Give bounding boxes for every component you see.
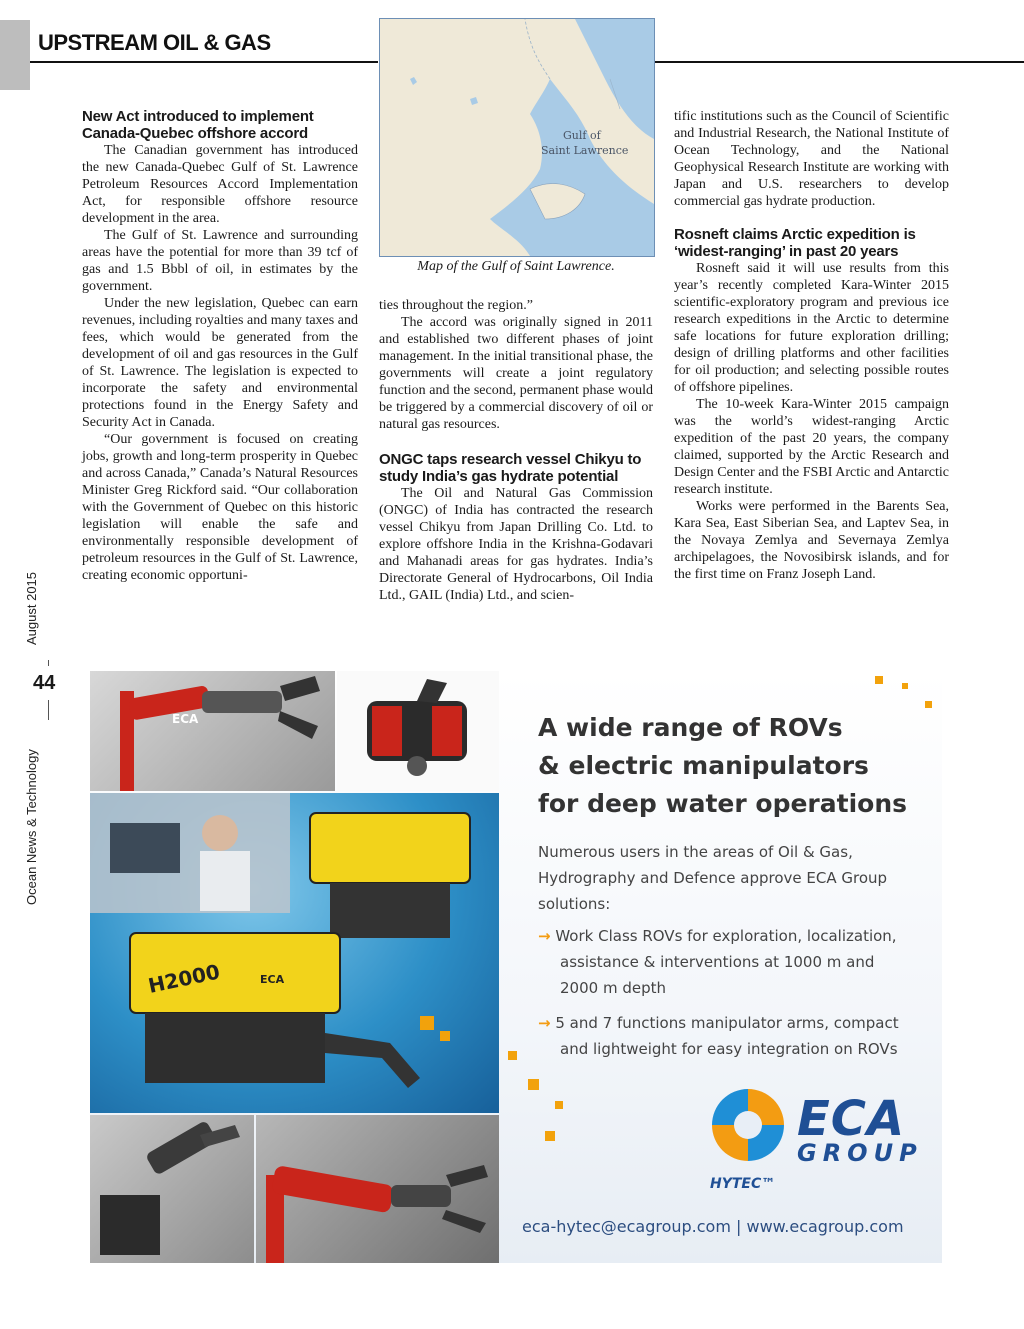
eca-logo-text: ECA bbox=[797, 1091, 906, 1147]
orange-manipulator-arm-image bbox=[256, 1115, 499, 1263]
article3-paragraph: Rosneft said it will use results from this year’s recently completed Kara-Winter 2015 scientific-exploratory program and previous ice research expeditions in the Arctic to determine safe locations for future exploration drilling; design of drilling platforms and other facilities for oil production; and selecting possible routes of offshore pipelines. bbox=[674, 261, 949, 395]
decorative-cube bbox=[528, 1079, 539, 1090]
eca-advertisement bbox=[90, 671, 942, 1263]
section-header: UPSTREAM OIL & GAS bbox=[38, 30, 271, 55]
article1-continuation: ties throughout the region.” bbox=[379, 298, 533, 313]
eca-logo-icon bbox=[708, 1085, 788, 1165]
ad-photo-grey-arm bbox=[90, 1115, 254, 1263]
decorative-cube bbox=[555, 1101, 563, 1109]
ad-photo-main-rov bbox=[90, 793, 499, 1113]
ad-photo-orange-arm bbox=[256, 1115, 499, 1263]
article1-paragraph: Under the new legislation, Quebec can earn revenues, including royalties and many taxes and fees, which would be generated from the development of oil and gas resources in the Gulf of St. Lawrence. The legislation is expected to incorporate the safety and environmental protections found in the Energy Safety and Security Act in Canada. bbox=[82, 296, 358, 430]
sidebar-divider-bottom bbox=[48, 700, 49, 720]
article3-paragraph: The 10-week Kara-Winter 2015 campaign was the world’s widest-ranging Arctic expedition of the past 20 years, the company claimed, supported by the Arctic Research and Design Center and the FSBI Arctic and Antarctic research institute. bbox=[674, 397, 949, 497]
decorative-cube bbox=[440, 1031, 450, 1041]
sidebar-publication: Ocean News & Technology bbox=[24, 749, 39, 905]
ad-contact-footer[interactable]: eca-hytec@ecagroup.com | www.ecagroup.com bbox=[522, 1217, 904, 1236]
map-label-2: Saint Lawrence bbox=[541, 144, 629, 157]
ad-headline: A wide range of ROVs & electric manipulators for deep water operations bbox=[538, 713, 907, 818]
decorative-cube bbox=[508, 1051, 517, 1060]
ad-intro: Numerous users in the areas of Oil & Gas, Hydrography and Defence approve ECA Group solutions: bbox=[538, 843, 888, 913]
hytec-logo-text: HYTEC™ bbox=[710, 1176, 776, 1192]
article3-headline: Rosneft claims Arctic expedition is ‘widest-ranging’ in past 20 years bbox=[674, 226, 916, 260]
ad-bullet-2: → 5 and 7 functions manipulator arms, compact and lightweight for easy integration on ROVs bbox=[538, 1014, 899, 1058]
ad-photo-black-rov bbox=[337, 671, 499, 791]
ad-badge-text: ECA bbox=[172, 712, 199, 726]
article2-continuation: tific institutions such as the Council of Scientific and Industrial Research, the National Institute of Ocean Technology, and the National Geophysical Research Institute are working with Japan and U.S. researchers to develop commercial gas hydrate production. bbox=[674, 109, 949, 209]
map-caption: Map of the Gulf of Saint Lawrence. bbox=[417, 259, 615, 274]
article2-headline: ONGC taps research vessel Chikyu to study India’s gas hydrate potential bbox=[379, 451, 642, 485]
arrow-icon: → bbox=[538, 927, 551, 945]
map-illustration bbox=[380, 19, 654, 256]
header-rule-right bbox=[654, 61, 1024, 63]
red-manipulator-arm-image bbox=[90, 671, 335, 791]
column-2 bbox=[379, 297, 653, 604]
gulf-map bbox=[379, 18, 655, 257]
work-class-rov-image bbox=[90, 793, 499, 1113]
compact-rov-image bbox=[337, 671, 499, 791]
article2-paragraph: The Oil and Natural Gas Commission (ONGC) of India has contracted the research vessel Chikyu from Japan Drilling Co. Ltd. to explore offshore India in the Krishna-Godavari and Mahanadi areas for gas hydrates. India’s Directorate General of Hydrocarbons, Oil India Ltd., GAIL (India) Ltd., and scien- bbox=[379, 486, 653, 603]
article1-headline: New Act introduced to implement Canada-Quebec offshore accord bbox=[82, 108, 314, 142]
column-1 bbox=[82, 108, 358, 584]
section-tab bbox=[0, 20, 30, 90]
page-number: 44 bbox=[33, 672, 56, 694]
article3-paragraph: Works were performed in the Barents Sea, Kara Sea, East Siberian Sea, and Laptev Sea, in the Novaya Zemlya and Severnaya Zemlya archipelagoes, the Novosibirsk islands, and for the first time on Franz Joseph Land. bbox=[674, 499, 949, 582]
column-3 bbox=[674, 108, 949, 583]
map-label-1: Gulf of bbox=[563, 129, 601, 142]
ad-photo-red-arm bbox=[90, 671, 335, 791]
sidebar-date: August 2015 bbox=[24, 571, 39, 645]
article1-paragraph: The Canadian government has introduced the new Canada-Quebec Gulf of St. Lawrence Petroleum Resources Accord Implementation Act, for responsible offshore resource development in the area. bbox=[82, 143, 358, 226]
rov-badge-label: ECA bbox=[260, 973, 285, 986]
sidebar-divider-top bbox=[48, 660, 49, 666]
article1-continuation: The accord was originally signed in 2011 and established two different phases of joint management. In the initial transitional phase, the governments will create a joint regulatory function and the second, permanent phase would be triggered by a commercial discovery of oil or natural gas resources. bbox=[379, 315, 653, 432]
grey-manipulator-arm-image bbox=[90, 1115, 254, 1263]
article1-paragraph: “Our government is focused on creating jobs, growth and long-term prosperity in Quebec and across Canada,” Canada’s Natural Resources Minister Greg Rickford said. “Our collaboration with the Government of Quebec on this historic legislation will enable the safe and environmentally responsible development of petroleum resources in the Gulf of St. Lawrence, creating economic opportuni- bbox=[82, 432, 358, 583]
decorative-cube bbox=[875, 676, 883, 684]
decorative-cube bbox=[545, 1131, 555, 1141]
decorative-cube bbox=[420, 1016, 434, 1030]
ad-bullet-1: → Work Class ROVs for exploration, localization, assistance & interventions at 1000 m and 2000 m depth bbox=[538, 927, 897, 997]
decorative-cube bbox=[902, 683, 908, 689]
decorative-cube bbox=[925, 701, 932, 708]
article1-paragraph: The Gulf of St. Lawrence and surrounding areas have the potential for more than 39 tcf of gas and 1.5 Bbbl of oil, in estimates by the government. bbox=[82, 228, 358, 294]
arrow-icon: → bbox=[538, 1014, 551, 1032]
header-rule-left bbox=[30, 61, 378, 63]
rov-model-label: H2000 bbox=[146, 959, 222, 998]
group-logo-text: GROUP bbox=[797, 1139, 923, 1167]
